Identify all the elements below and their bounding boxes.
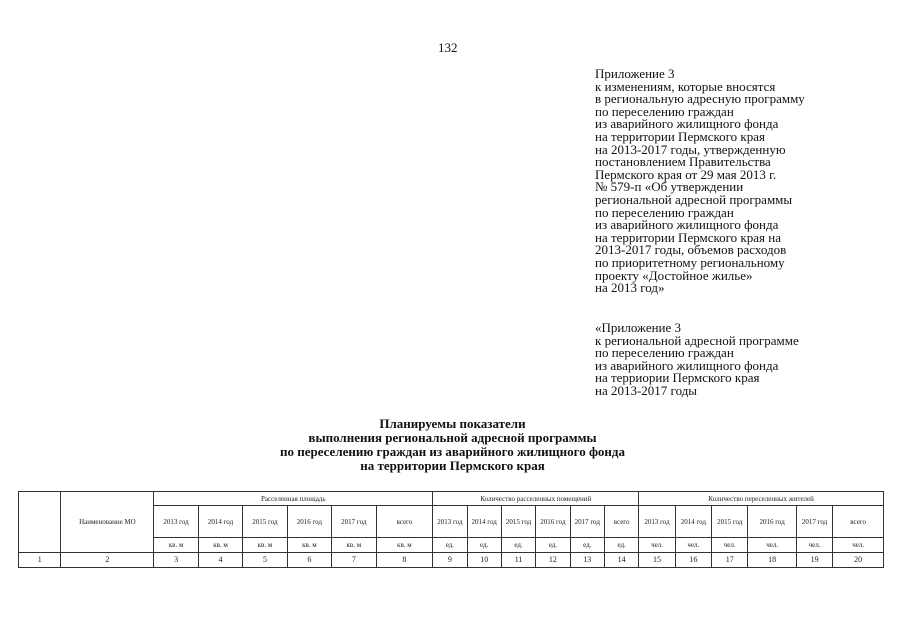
year-cell: всего (376, 506, 433, 538)
year-cell: 2016 год (748, 506, 796, 538)
unit-cell: кв. м (287, 538, 331, 553)
unit-cell: кв. м (243, 538, 287, 553)
column-number: 13 (570, 553, 604, 568)
column-number: 5 (243, 553, 287, 568)
column-number: 12 (536, 553, 570, 568)
unit-cell: ед. (467, 538, 501, 553)
unit-cell: ед. (604, 538, 638, 553)
year-cell: 2017 год (332, 506, 376, 538)
column-number: 19 (796, 553, 832, 568)
year-cell: 2013 год (154, 506, 198, 538)
column-number: 9 (433, 553, 467, 568)
document-title: Планируемы показатели выполнения региональной адресной программы по переселению граждан из аварийного жилищного фонда на территории Пермского края (279, 416, 626, 473)
column-number: 15 (639, 553, 675, 568)
column-number: 11 (501, 553, 535, 568)
year-cell: 2013 год (639, 506, 675, 538)
year-cell: всего (833, 506, 884, 538)
unit-cell: чел. (712, 538, 748, 553)
column-number: 1 (19, 553, 61, 568)
unit-cell: ед. (536, 538, 570, 553)
unit-cell: чел. (639, 538, 675, 553)
unit-cell: ед. (433, 538, 467, 553)
header-mo-name: Наименование МО (61, 492, 154, 553)
year-cell: 2017 год (570, 506, 604, 538)
year-cell: 2017 год (796, 506, 832, 538)
column-number-row (19, 553, 884, 568)
column-number: 14 (604, 553, 638, 568)
unit-cell: кв. м (376, 538, 433, 553)
appendix-program-note: «Приложение 3 к региональной адресной программе по переселению граждан из аварийного жилищного фонда на терриории Пермского края на 2013-2017 годы (595, 320, 799, 398)
column-number: 4 (198, 553, 242, 568)
group-header-row (19, 492, 884, 506)
group-header-area: Расселенная площадь (154, 492, 433, 506)
unit-cell: кв. м (154, 538, 198, 553)
year-cell: 2015 год (501, 506, 535, 538)
appendix-amendment-note: Приложение 3 к изменениям, которые вносятся в региональную адресную программу по переселению граждан из аварийного жилищного фонда на территории Пермского края на 2013-2017 годы, утвержденную постановлением Правительства Пермского края от 29 мая 2013 г. № 579-п «Об утверждении региональной адресной программы по переселению граждан из аварийного жилищного фонда на территории Пермского края на 2013-2017 годы, объемов расходов по приоритетному региональному проекту «Достойное жилье» на 2013 год» (595, 66, 805, 296)
unit-cell: чел. (675, 538, 711, 553)
unit-cell: ед. (501, 538, 535, 553)
unit-cell: чел. (833, 538, 884, 553)
column-number: 17 (712, 553, 748, 568)
year-cell: 2015 год (712, 506, 748, 538)
indicators-table (18, 491, 884, 568)
group-header-residents: Количество переселенных жителей (639, 492, 884, 506)
column-number: 8 (376, 553, 433, 568)
column-number: 16 (675, 553, 711, 568)
column-number: 3 (154, 553, 198, 568)
unit-cell: кв. м (332, 538, 376, 553)
page-number: 132 (438, 40, 458, 55)
column-number: 6 (287, 553, 331, 568)
year-cell: 2014 год (675, 506, 711, 538)
unit-cell: ед. (570, 538, 604, 553)
year-cell: всего (604, 506, 638, 538)
year-cell: 2014 год (198, 506, 242, 538)
year-cell: 2014 год (467, 506, 501, 538)
year-cell: 2015 год (243, 506, 287, 538)
group-header-premises: Количество расселенных помещений (433, 492, 639, 506)
column-number: 18 (748, 553, 796, 568)
column-number: 20 (833, 553, 884, 568)
unit-cell: чел. (748, 538, 796, 553)
unit-cell: чел. (796, 538, 832, 553)
column-number: 2 (61, 553, 154, 568)
unit-cell: кв. м (198, 538, 242, 553)
column-number: 7 (332, 553, 376, 568)
column-number: 10 (467, 553, 501, 568)
year-cell: 2016 год (287, 506, 331, 538)
year-cell: 2013 год (433, 506, 467, 538)
header-blank-cell (19, 492, 61, 553)
year-cell: 2016 год (536, 506, 570, 538)
